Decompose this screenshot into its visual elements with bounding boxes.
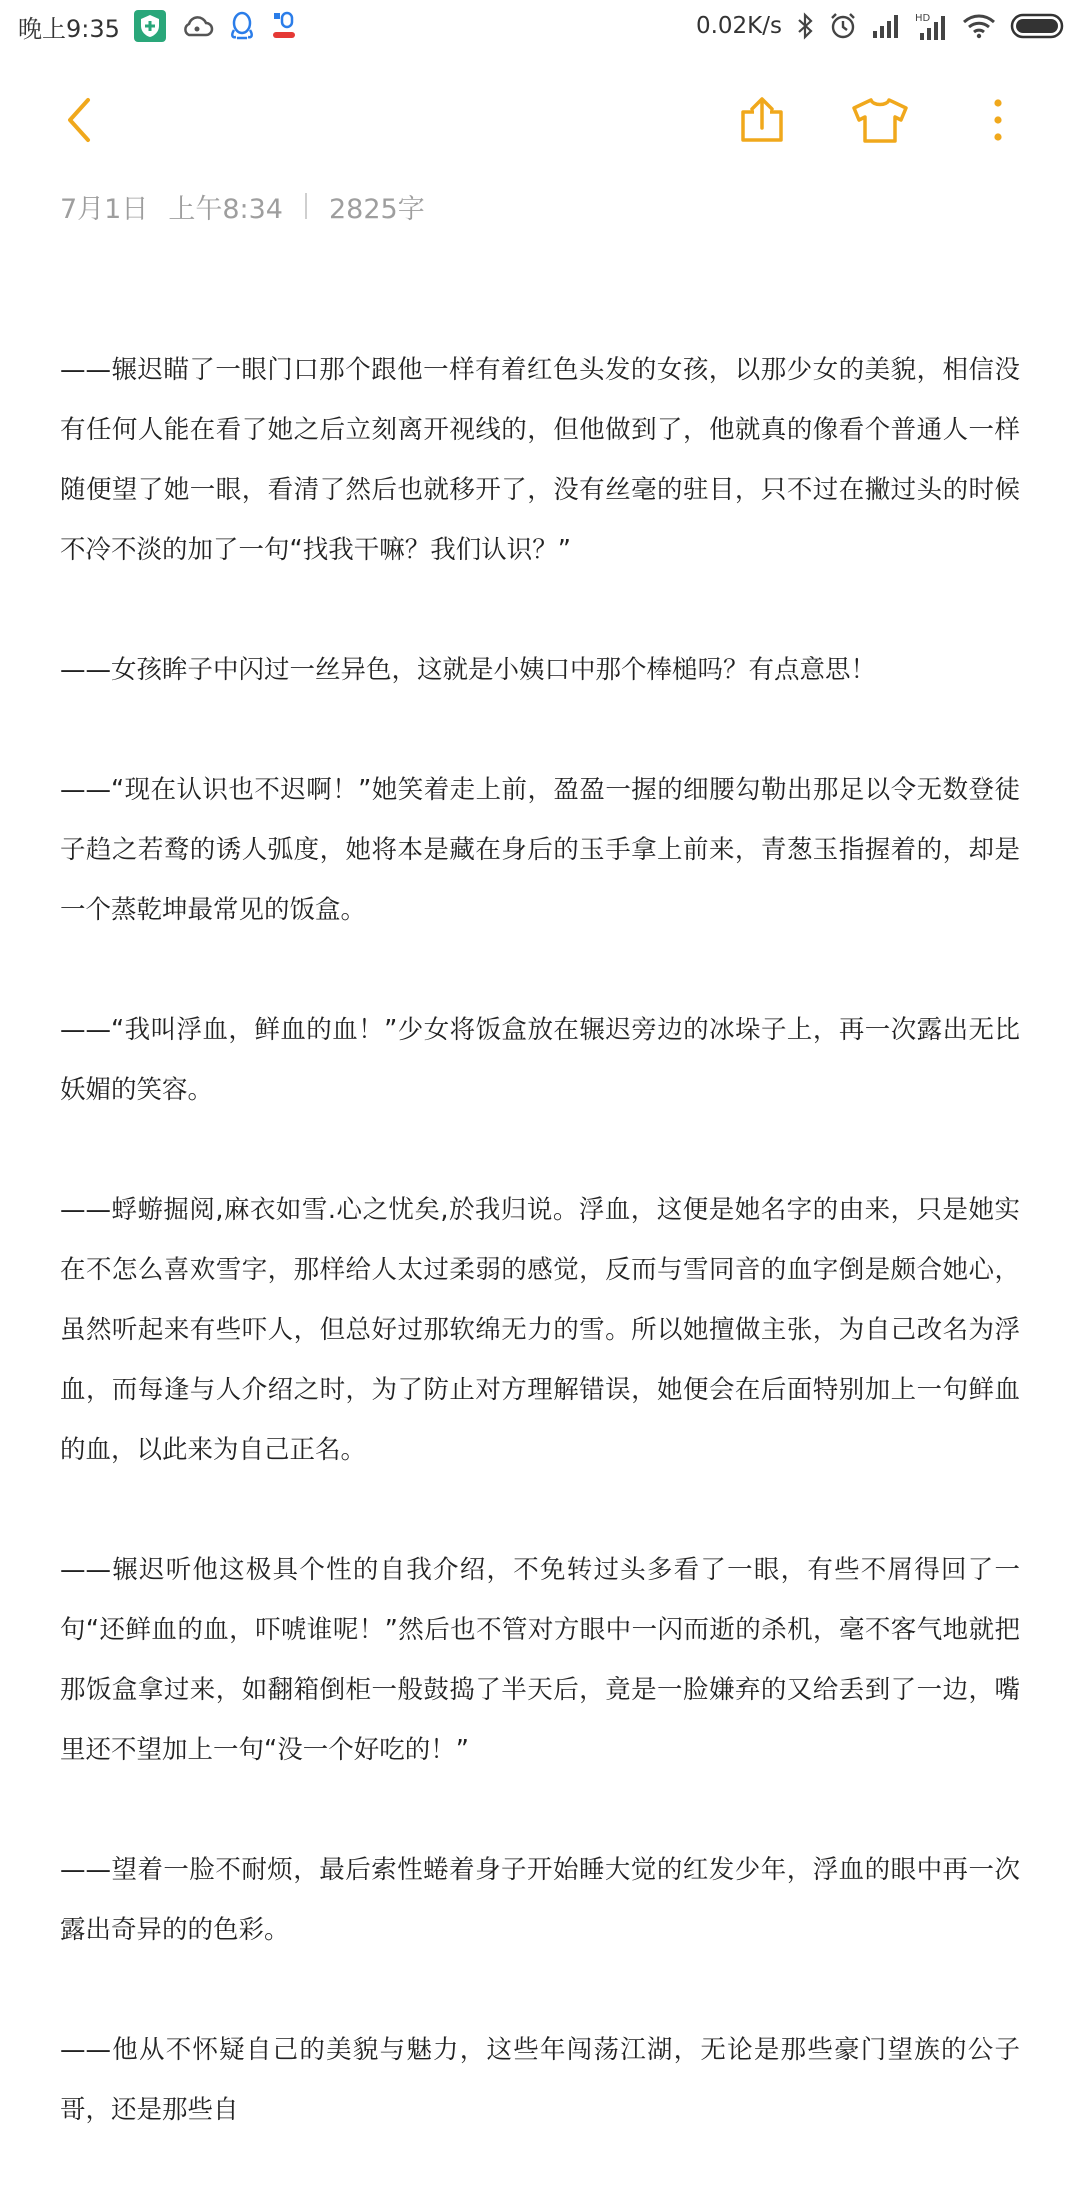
meta-date: 7月1日 [60, 193, 149, 225]
meta-divider [305, 193, 307, 219]
back-arrow-icon [60, 96, 100, 144]
status-bar [0, 0, 1080, 52]
paragraph: ——望着一脸不耐烦，最后索性蜷着身子开始睡大觉的红发少年，浮血的眼中再一次露出奇异的的色彩。 [60, 1855, 1020, 1945]
bluetooth-icon [796, 12, 814, 40]
shield-app-icon [134, 10, 166, 42]
paragraph: ——辗迟瞄了一眼门口那个跟他一样有着红色头发的女孩，以那少女的美貌，相信没有任何人能在看了她之后立刻离开视线的，但他做到了，他就真的像看个普通人一样随便望了她一眼，看清了然后也就移开了，没有丝毫的驻目，只不过在撇过头的时候不冷不淡的加了一句“找我干嘛？我们认识？” [60, 355, 1020, 565]
app-icon [270, 10, 298, 42]
theme-shirt-icon [851, 96, 909, 144]
paragraph: ——蜉蝣掘阅,麻衣如雪.心之忧矣,於我归说。浮血，这便是她名字的由来，只是她实在不怎么喜欢雪字，那样给人太过柔弱的感觉，反而与雪同音的血字倒是颇合她心，虽然听起来有些吓人，但总好过那软绵无力的雪。所以她擅做主张，为自己改名为浮血，而每逢与人介绍之时，为了防止对方理解错误，她便会在后面特别加上一句鲜血的血，以此来为自己正名。 [60, 1195, 1020, 1465]
status-time: 晚上9:35 [18, 14, 120, 43]
paragraph: ——他从不怀疑自己的美貌与魅力，这些年闯荡江湖，无论是那些豪门望族的公子哥，还是那些自 [60, 2035, 1020, 2125]
alarm-icon [828, 11, 858, 41]
more-button[interactable] [978, 92, 1018, 148]
theme-button[interactable] [850, 92, 910, 148]
cloud-icon [180, 13, 214, 39]
meta-time: 上午8:34 [168, 193, 283, 225]
battery-icon [1010, 13, 1066, 39]
status-right [696, 11, 1066, 41]
hd-signal-icon [914, 11, 948, 41]
status-left [18, 9, 298, 44]
back-button[interactable] [52, 92, 108, 148]
paragraph: ——“我叫浮血，鲜血的血！”少女将饭盒放在辗迟旁边的冰垛子上，再一次露出无比妖媚的笑容。 [60, 1015, 1020, 1105]
toolbar [0, 80, 1080, 160]
more-vertical-icon [992, 96, 1004, 144]
paragraph: ——女孩眸子中闪过一丝异色，这就是小姨口中那个棒槌吗？有点意思！ [60, 655, 877, 685]
paragraph: ——“现在认识也不迟啊！”她笑着走上前，盈盈一握的细腰勾勒出那足以令无数登徒子趋之若鹜的诱人弧度，她将本是藏在身后的玉手拿上前来，青葱玉指握着的，却是一个蒸乾坤最常见的饭盒。 [60, 775, 1020, 925]
paragraph: ——辗迟听他这极具个性的自我介绍，不免转过头多看了一眼，有些不屑得回了一句“还鲜血的血，吓唬谁呢！”然后也不管对方眼中一闪而逝的杀机，毫不客气地就把那饭盒拿过来，如翻箱倒柜一般鼓捣了半天后，竟是一脸嫌弃的又给丢到了一边，嘴里还不望加上一句“没一个好吃的！” [60, 1555, 1020, 1765]
note-meta [60, 188, 425, 224]
svg-text:HD: HD [915, 13, 931, 24]
note-body[interactable] [60, 340, 1020, 2200]
meta-word-count: 2825字 [329, 193, 425, 225]
net-speed: 0.02K/s [695, 13, 782, 39]
qq-icon [228, 10, 256, 42]
wifi-icon [962, 13, 996, 39]
signal-icon [872, 13, 900, 39]
share-icon [738, 96, 786, 144]
share-button[interactable] [734, 92, 790, 148]
